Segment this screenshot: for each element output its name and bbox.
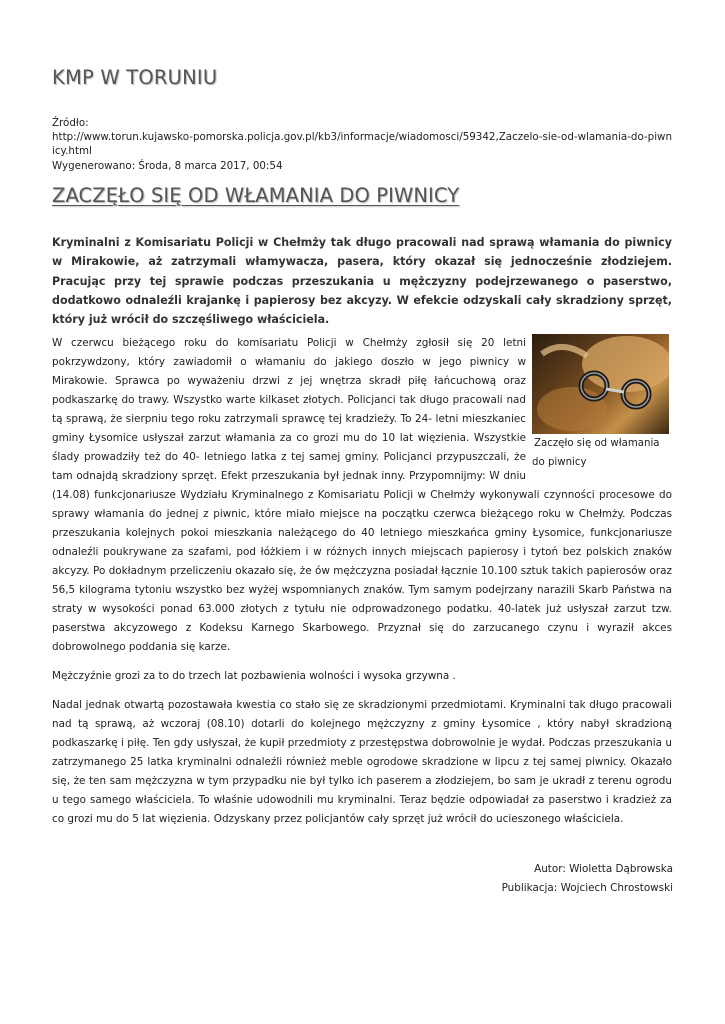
site-title: KMP W TORUNIU [52, 66, 218, 89]
body-paragraph-main: W czerwcu bieżącego roku do komisariatu Policji w Chełmży zgłosił się 20 letni pokrzywdzony, który zawiadomił o włamaniu do jakiego doszło w jego piwnicy w Mirakowie. Sprawca po wyważeniu drzwi z jej wnętrza skradł piłę łańcuchową oraz podkaszarkę do trawy. Wszystko warte kilkaset złotych. Policjanci tak długo pracowali nad tą sprawą, że sierpniu tego roku zatrzymali sprawcę tej kradzieży. To 24- letni mieszkaniec gminy Łysomice usłyszał zarzut włamania za co grozi mu do 10 lat więzienia. Wszystkie ślady prowadziły też do 40- letniego latka z tej samej gminy. Policjanci przypuszczali, że tam odnajdą skradziony sprzęt. Efekt przeszukania był jednak inny. Przypomnijmy: W dniu (14.08) funkcjonariusze Wydziału Kryminalnego z Komisariatu Policji w Chełmży wykonywali czynności procesowe do sprawy włamania do jednej z piwnic, które miało miejsce na początku czerwca bieżącego roku w Chełmży. Podczas przeszukania kolejnych pokoi mieszkania należącego do 40 letniego mieszkańca gminy Łysomice, funkcjonariusze odnaleźli poukrywane za szafami, pod łóżkiem i w różnych innych miejscach papierosy i tytoń bez polskich znaków akcyzy. Po dokładnym przeliczeniu okazało się, że ów mężczyzna posiadał łącznie 10.100 sztuk takich papierosów oraz 56,5 kilograma tytoniu wszystko bez wyżej wspomnianych znaków. Tym samym podejrzany narazili Skarb Państwa na straty w wysokości ponad 63.000 złotych z tytułu nie odprowadzonego podatku. 40-latek już usłyszał zarzut tzw. paserstwa akcyzowego z Kodeksu Karnego Skarbowego. Przyznał się do zarzucanego czynu i wyraził akces dobrowolnego poddania się karze. [52, 337, 672, 653]
image-caption: Zaczęło się od włamania do piwnicy [532, 438, 660, 468]
article-body [52, 334, 672, 829]
body-paragraph-penalty: Mężczyźnie grozi za to do trzech lat pozbawienia wolności i wysoka grzywna . [52, 670, 456, 682]
source-url: http://www.torun.kujawsko-pomorska.policja.gov.pl/kb3/informacje/wiadomosci/59342,Zaczelo-sie-od-wlamania-do-piwnicy.html [52, 131, 672, 158]
author-line: Autor: Wioletta Dąbrowska [534, 863, 673, 875]
article-signature [502, 860, 673, 898]
article-lead: Kryminalni z Komisariatu Policji w Chełmży tak długo pracowali nad sprawą włamania do piwnicy w Mirakowie, aż zatrzymali włamywacza, pasera, który okazał się jednocześnie złodziejem. Pracując przy tej sprawie podczas przeszukania u mężczyzny podejrzewanego o paserstwo, dodatkowo odnaleźli krajankę i papierosy bez akcyzy. W efekcie odzyskali cały skradziony sprzęt, który już wrócił do szczęśliwego właściciela. [52, 236, 672, 327]
article-title: ZACZĘŁO SIĘ OD WŁAMANIA DO PIWNICY [52, 184, 460, 207]
source-label: Źródło: [52, 117, 89, 129]
article-figure [532, 334, 672, 472]
handcuffs-photo [532, 334, 669, 434]
source-meta [52, 116, 673, 173]
generated-date: Wygenerowano: Środa, 8 marca 2017, 00:54 [52, 159, 283, 172]
publication-line: Publikacja: Wojciech Chrostowski [501, 882, 673, 894]
body-paragraph-followup: Nadal jednak otwartą pozostawała kwestia co stało się ze skradzionymi przedmiotami. Kryminalni tak długo pracowali nad tą sprawą, aż wczoraj (08.10) dotarli do kolejnego mężczyzny z gminy Łysomice , który nabył skradzioną podkaszarkę i piłę. Ten gdy usłyszał, że kupił przedmioty z przestępstwa dobrowolnie je wydał. Podczas przeszukania u zatrzymanego 25 latka kryminalni odnaleźli również meble ogrodowe skradzione w lipcu z tej samej piwnicy. Okazało się, że ten sam mężczyzna w tym przypadku nie był tylko ich paserem a złodziejem, bo sam je ukradł z terenu ogrodu u tego samego właściciela. To właśnie udowodnili mu kryminalni. Teraz będzie odpowiadał za paserstwo i kradzież za co grozi mu do 5 lat więzienia. Odzyskany przez policjantów cały sprzęt już wrócił do ucieszonego właściciela. [52, 699, 672, 825]
